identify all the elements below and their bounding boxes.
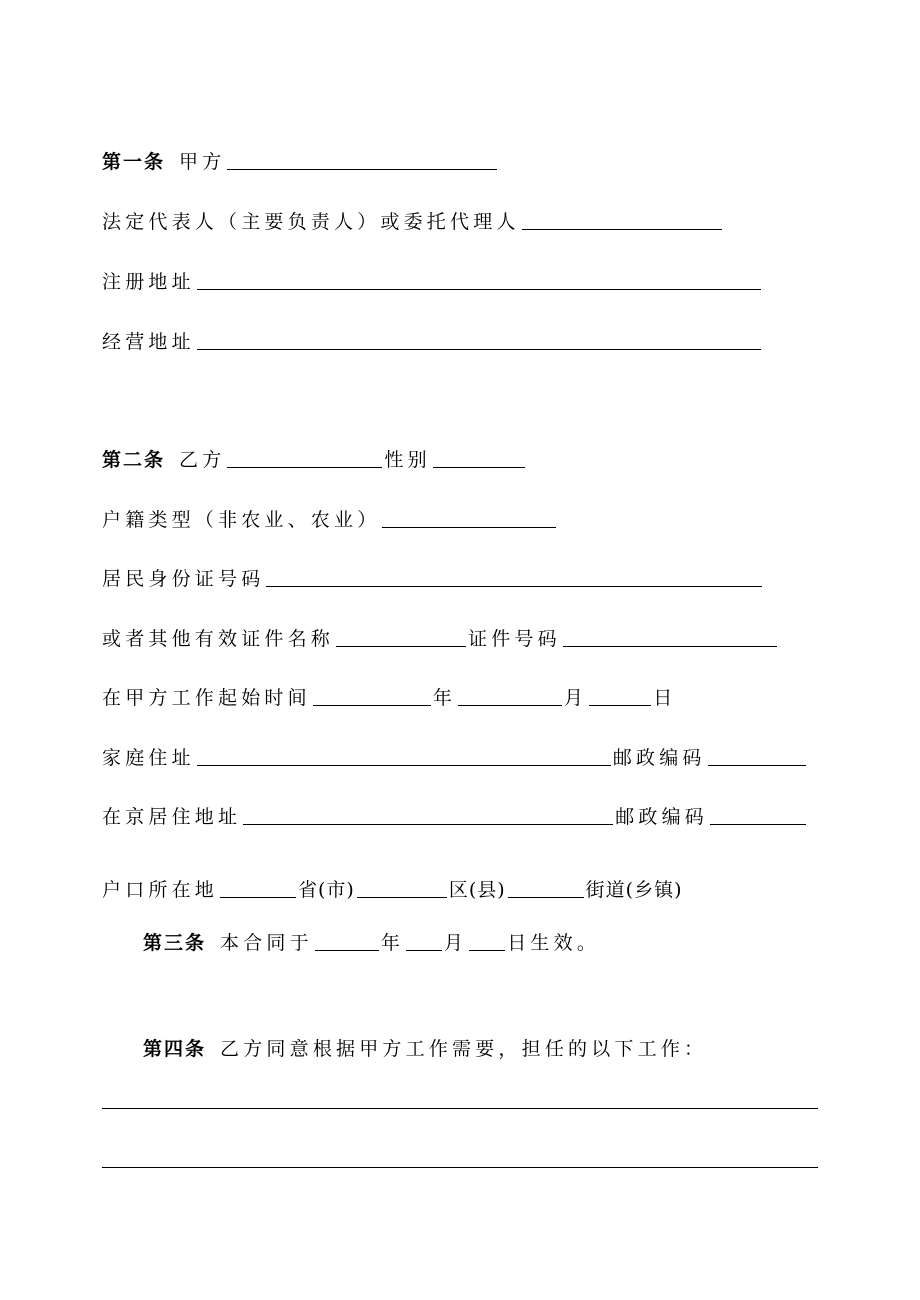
article-2-heading: 第二条: [102, 449, 166, 471]
article-2-party-b-row: [102, 442, 527, 470]
id-card-blank[interactable]: [266, 585, 762, 587]
hukou-location-row: [102, 872, 683, 900]
hukou-type-row: [102, 502, 558, 530]
hukou-type-blank[interactable]: [382, 526, 556, 528]
article-1-party-a-row: [102, 144, 499, 172]
article-4-row: [143, 1031, 707, 1059]
gender-label: 性别: [384, 449, 431, 471]
start-year-blank[interactable]: [313, 704, 431, 706]
start-month-blank[interactable]: [458, 704, 562, 706]
party-b-label: 乙方: [179, 449, 226, 471]
party-a-blank[interactable]: [227, 168, 497, 170]
id-no-blank[interactable]: [563, 645, 777, 647]
district-label: 区(县): [448, 879, 506, 901]
effect-year-label: 年: [380, 932, 405, 954]
biz-address-label: 经营地址: [102, 331, 195, 353]
party-b-blank[interactable]: [227, 466, 382, 468]
province-blank[interactable]: [220, 896, 296, 898]
home-address-row: [102, 740, 808, 768]
party-a-label: 甲方: [179, 151, 226, 173]
article-4-text: 乙方同意根据甲方工作需要，担任的以下工作：: [220, 1038, 708, 1060]
start-month-label: 月: [564, 687, 588, 709]
article-1-heading: 第一条: [102, 151, 166, 173]
id-card-label: 居民身份证号码: [102, 568, 265, 590]
district-blank[interactable]: [357, 896, 447, 898]
effect-year-blank[interactable]: [315, 949, 379, 951]
start-year-label: 年: [432, 687, 457, 709]
province-label: 省(市): [298, 879, 355, 901]
effect-month-blank[interactable]: [406, 949, 442, 951]
start-day-blank[interactable]: [589, 704, 651, 706]
reg-address-row: [102, 264, 763, 292]
start-time-label: 在甲方工作起始时间: [102, 687, 311, 709]
start-day-label: 日: [653, 687, 677, 709]
home-address-blank[interactable]: [197, 764, 611, 766]
reg-address-blank[interactable]: [197, 288, 761, 290]
legal-rep-label: 法定代表人（主要负责人）或委托代理人: [102, 211, 520, 233]
article-4-heading: 第四条: [143, 1038, 207, 1060]
effect-day-blank[interactable]: [469, 949, 505, 951]
biz-address-blank[interactable]: [197, 348, 761, 350]
hukou-location-label: 户口所在地: [102, 879, 219, 901]
biz-address-row: [102, 324, 763, 352]
id-card-row: [102, 561, 764, 589]
legal-rep-row: [102, 204, 724, 232]
start-time-row: [102, 680, 676, 708]
job-description-line-2[interactable]: [102, 1167, 818, 1168]
reg-address-label: 注册地址: [102, 271, 195, 293]
gender-blank[interactable]: [433, 466, 525, 468]
article-3-row: [143, 925, 600, 953]
article-3-heading: 第三条: [143, 932, 207, 954]
beijing-postcode-label: 邮政编码: [615, 806, 709, 828]
home-postcode-blank[interactable]: [708, 764, 806, 766]
home-postcode-label: 邮政编码: [612, 747, 706, 769]
effect-day-label: 日生效。: [507, 932, 601, 954]
other-id-label: 或者其他有效证件名称: [102, 628, 335, 650]
hukou-type-label: 户籍类型（非农业、农业）: [102, 509, 381, 531]
beijing-address-label: 在京居住地址: [102, 806, 242, 828]
beijing-address-blank[interactable]: [243, 823, 613, 825]
other-id-row: [102, 621, 779, 649]
street-label: 街道(乡镇): [585, 879, 683, 901]
street-blank[interactable]: [508, 896, 584, 898]
id-no-label: 证件号码: [468, 628, 561, 650]
other-id-blank[interactable]: [336, 645, 466, 647]
article-3-text: 本合同于: [220, 932, 313, 954]
beijing-address-row: [102, 799, 808, 827]
beijing-postcode-blank[interactable]: [710, 823, 806, 825]
job-description-line-1[interactable]: [102, 1108, 818, 1109]
effect-month-label: 月: [444, 932, 468, 954]
home-address-label: 家庭住址: [102, 747, 195, 769]
legal-rep-blank[interactable]: [522, 228, 722, 230]
